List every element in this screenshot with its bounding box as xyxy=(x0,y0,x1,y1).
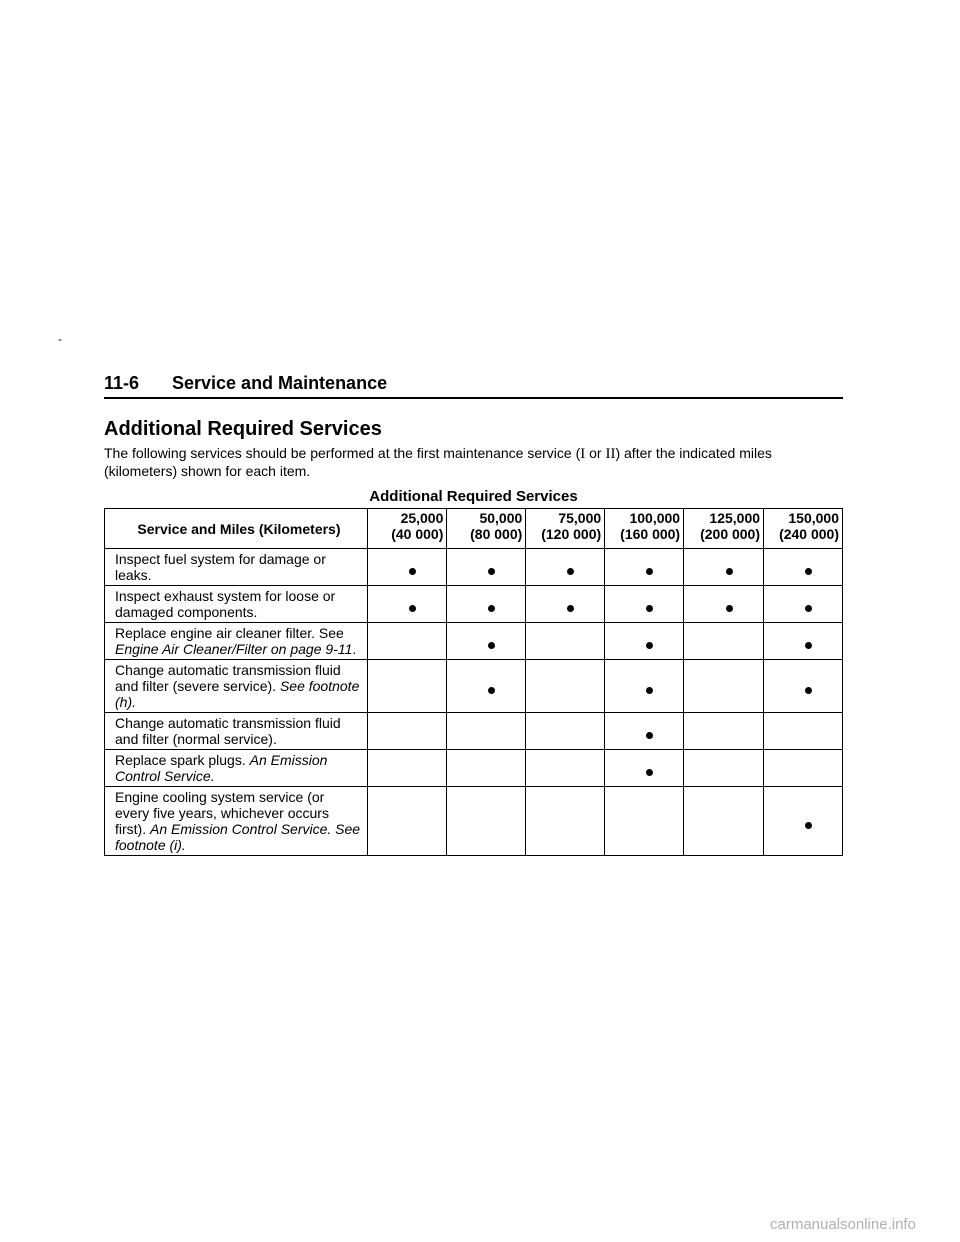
table-header-row xyxy=(105,509,843,549)
chapter-title: Service and Maintenance xyxy=(172,373,388,393)
interval-cell xyxy=(447,586,526,623)
table-row xyxy=(105,713,843,750)
interval-cell xyxy=(684,623,764,660)
interval-cell xyxy=(526,586,605,623)
intro-roman-1: I xyxy=(580,446,586,462)
table-row xyxy=(105,623,843,660)
table-row xyxy=(105,586,843,623)
service-text: Engine cooling system service (or every five years, whichever occurs first). xyxy=(115,789,329,837)
page-number: 11-6 xyxy=(104,373,140,393)
interval-cell xyxy=(367,549,447,586)
header-miles: 125,000 xyxy=(709,510,761,526)
header-service-column xyxy=(105,509,368,549)
interval-cell xyxy=(764,549,843,586)
interval-cell xyxy=(684,549,764,586)
intro-text-2: ) after the indicated miles (kilometers) shown for each item. xyxy=(104,445,772,479)
interval-cell xyxy=(684,713,764,750)
header-label: Service and Miles (Kilometers) xyxy=(137,520,341,537)
interval-cell xyxy=(447,750,526,787)
interval-cell xyxy=(605,713,684,750)
interval-cell xyxy=(605,623,684,660)
bullet-icon xyxy=(805,642,812,649)
interval-cell xyxy=(764,586,843,623)
interval-cell xyxy=(764,787,843,856)
table-row xyxy=(105,750,843,787)
header-100000 xyxy=(605,509,684,549)
service-description xyxy=(105,623,368,660)
interval-cell xyxy=(526,750,605,787)
bullet-icon xyxy=(488,568,495,575)
service-description xyxy=(105,660,368,713)
intro-text-1: The following services should be performed at the first maintenance service ( xyxy=(104,445,581,461)
interval-cell xyxy=(684,787,764,856)
interval-cell xyxy=(447,713,526,750)
header-km: (200 000) xyxy=(700,526,761,542)
header-miles: 150,000 xyxy=(788,510,839,526)
bullet-icon xyxy=(646,568,653,575)
interval-cell xyxy=(526,787,605,856)
header-km: (120 000) xyxy=(541,526,602,542)
header-km: (240 000) xyxy=(779,526,839,542)
interval-cell xyxy=(367,713,447,750)
header-miles: 50,000 xyxy=(479,510,523,526)
bullet-icon xyxy=(805,605,812,612)
bullet-icon xyxy=(409,605,416,612)
header-25000 xyxy=(367,509,447,549)
intro-roman-2: II xyxy=(605,446,616,462)
services-table xyxy=(104,508,843,856)
interval-cell xyxy=(526,623,605,660)
header-50000 xyxy=(447,509,526,549)
bullet-icon xyxy=(646,769,653,776)
bullet-icon xyxy=(646,642,653,649)
corner-mark: - xyxy=(58,332,62,346)
header-km: (80 000) xyxy=(470,526,523,542)
service-text: Change automatic transmission fluid and filter (normal service). xyxy=(115,715,341,747)
bullet-icon xyxy=(646,732,653,739)
interval-cell xyxy=(447,787,526,856)
watermark: carmanualsonline.info xyxy=(770,1216,916,1233)
service-description xyxy=(105,750,368,787)
service-text: Replace engine air cleaner filter. See xyxy=(115,625,344,641)
page-header xyxy=(104,373,843,399)
service-description xyxy=(105,549,368,586)
interval-cell xyxy=(367,586,447,623)
service-text: Inspect exhaust system for loose or damaged components. xyxy=(115,588,336,620)
interval-cell xyxy=(684,660,764,713)
bullet-icon xyxy=(567,568,574,575)
service-reference: An Emission Control Service. xyxy=(115,752,328,784)
table-row xyxy=(105,549,843,586)
interval-cell xyxy=(367,750,447,787)
interval-cell xyxy=(684,750,764,787)
interval-cell xyxy=(605,549,684,586)
service-reference: See footnote (h). xyxy=(115,678,360,710)
bullet-icon xyxy=(646,687,653,694)
interval-cell xyxy=(605,787,684,856)
interval-cell xyxy=(447,660,526,713)
interval-cell xyxy=(764,750,843,787)
header-miles: 75,000 xyxy=(558,510,602,526)
header-125000 xyxy=(684,509,764,549)
service-text: Change automatic transmission fluid and filter (severe service). xyxy=(115,662,341,694)
interval-cell xyxy=(764,713,843,750)
header-miles: 25,000 xyxy=(400,510,444,526)
intro-paragraph xyxy=(104,445,844,480)
service-description xyxy=(105,586,368,623)
interval-cell xyxy=(526,660,605,713)
header-km: (160 000) xyxy=(620,526,681,542)
interval-cell xyxy=(684,586,764,623)
interval-cell xyxy=(447,549,526,586)
interval-cell xyxy=(367,623,447,660)
interval-cell xyxy=(367,787,447,856)
header-150000 xyxy=(764,509,843,549)
table-row xyxy=(105,787,843,856)
service-description xyxy=(105,787,368,856)
bullet-icon xyxy=(726,568,733,575)
interval-cell xyxy=(605,586,684,623)
interval-cell xyxy=(764,623,843,660)
section-title: Additional Required Services xyxy=(104,418,382,440)
service-description xyxy=(105,713,368,750)
table-caption: Additional Required Services xyxy=(369,488,578,505)
bullet-icon xyxy=(488,605,495,612)
bullet-icon xyxy=(488,642,495,649)
bullet-icon xyxy=(646,605,653,612)
bullet-icon xyxy=(805,687,812,694)
table-row xyxy=(105,660,843,713)
header-75000 xyxy=(526,509,605,549)
interval-cell xyxy=(447,623,526,660)
service-text: Replace spark plugs. xyxy=(115,752,250,768)
header-miles: 100,000 xyxy=(629,510,681,526)
intro-or: or xyxy=(585,445,606,461)
service-reference: Engine Air Cleaner/Filter on page 9-11 xyxy=(115,641,353,657)
interval-cell xyxy=(526,713,605,750)
interval-cell xyxy=(605,750,684,787)
bullet-icon xyxy=(567,605,574,612)
bullet-icon xyxy=(409,568,416,575)
bullet-icon xyxy=(488,687,495,694)
interval-cell xyxy=(367,660,447,713)
interval-cell xyxy=(526,549,605,586)
service-reference: An Emission Control Service. See footnote (i). xyxy=(115,821,361,853)
service-text: Inspect fuel system for damage or leaks. xyxy=(115,551,326,583)
service-text-end: . xyxy=(352,641,357,657)
interval-cell xyxy=(764,660,843,713)
bullet-icon xyxy=(805,568,812,575)
bullet-icon xyxy=(805,822,812,829)
bullet-icon xyxy=(726,605,733,612)
header-km: (40 000) xyxy=(391,526,444,542)
interval-cell xyxy=(605,660,684,713)
